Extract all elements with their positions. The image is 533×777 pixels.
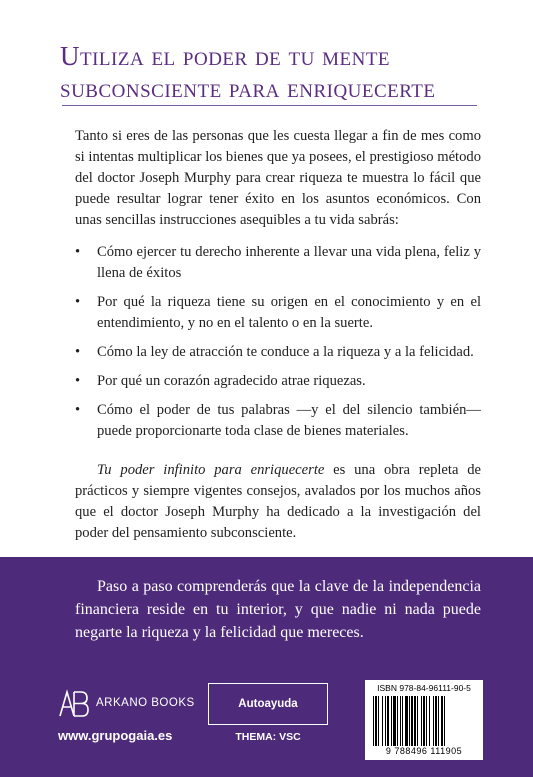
bullet-icon: • <box>75 402 81 418</box>
arkano-ab-logo-icon <box>58 688 90 718</box>
bullet-icon: • <box>75 294 81 310</box>
title-divider <box>62 105 477 106</box>
closing-text: es una obra repleta de prácticos y siempre vigentes consejos, avalados por los muchos años que el doctor Joseph Murphy ha dedicado a la investigación del poder del pensamiento subconsciente. <box>75 462 482 541</box>
bullet-icon: • <box>75 344 81 360</box>
title-line-1: Utiliza el poder de tu mente <box>60 41 391 71</box>
book-title: Tu poder infinito para enriquecerte <box>97 462 325 478</box>
bullet-icon: • <box>75 244 81 260</box>
list-item-text: Cómo ejercer tu derecho inherente a llevar una vida plena, feliz y llena de éxitos <box>97 244 481 281</box>
cover-title <box>60 40 500 104</box>
list-item-text: Cómo la ley de atracción te conduce a la riqueza y a la felicidad. <box>97 344 474 360</box>
list-item <box>75 292 481 334</box>
list-item <box>75 400 481 442</box>
benefits-list <box>75 242 481 450</box>
list-item-text: Por qué la riqueza tiene su origen en el conocimiento y en el entendimiento, y no en el talento o en la suerte. <box>97 294 481 331</box>
barcode-block <box>365 680 483 760</box>
thema-code: THEMA: VSC <box>235 731 301 743</box>
list-item <box>75 371 481 392</box>
barcode-digits: 9 788496 111905 <box>385 746 463 756</box>
closing-paragraph <box>75 460 481 544</box>
publisher-name: ARKANO BOOKS <box>96 697 195 709</box>
category-box <box>208 683 328 725</box>
category-label: Autoayuda <box>238 698 298 710</box>
list-item-text: Cómo el poder de tus palabras —y el del silencio también— puede proporcionarte toda clase de bienes materiales. <box>97 402 481 439</box>
isbn-label: ISBN 978-84-96111-90-5 <box>377 683 471 693</box>
publisher-logo <box>58 688 195 718</box>
list-item <box>75 342 481 363</box>
publisher-website: www.grupogaia.es <box>58 728 173 743</box>
list-item-text: Por qué un corazón agradecido atrae riquezas. <box>97 373 366 389</box>
list-item <box>75 242 481 284</box>
band-text: Paso a paso comprenderás que la clave de la independencia financiera reside en tu interior, y que nadie ni nada puede negarte la riqueza y la felicidad que mereces. <box>75 578 481 641</box>
barcode-icon <box>371 696 477 746</box>
intro-paragraph: Tanto si eres de las personas que les cuesta llegar a fin de mes como si intentas multiplicar los bienes que ya posees, el prestigioso método del doctor Joseph Murphy para crear riqueza te muestra lo fácil que puede resultar lograr tener éxito en los asuntos económicos. Con unas sencillas instrucciones asequibles a tu vida sabrás: <box>75 128 481 228</box>
title-line-2: subconsciente para enriquecerte <box>60 73 436 103</box>
bullet-icon: • <box>75 373 81 389</box>
